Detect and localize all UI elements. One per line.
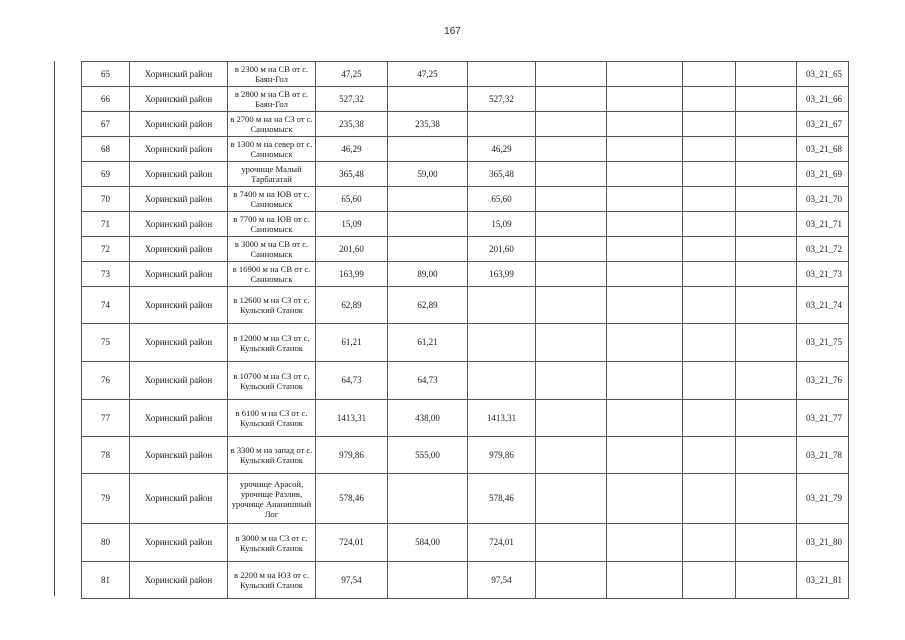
area-cell-7: [736, 62, 797, 87]
area-cell-3: [468, 362, 536, 400]
area-cell-3: 979,86: [468, 437, 536, 474]
total-area-cell: 15,09: [316, 212, 388, 237]
total-area-cell: 235,38: [316, 112, 388, 137]
area-cell-3: 65,60: [468, 187, 536, 212]
site-code-cell: 03_21_68: [797, 137, 849, 162]
area-cell-7: [736, 562, 797, 599]
district-cell: Хоринский район: [130, 137, 228, 162]
area-cell-7: [736, 524, 797, 562]
area-cell-4: [536, 237, 607, 262]
area-cell-2: 438,00: [388, 400, 468, 437]
area-cell-6: [683, 437, 736, 474]
area-cell-3: 46,29: [468, 137, 536, 162]
area-cell-6: [683, 474, 736, 524]
site-code-cell: 03_21_70: [797, 187, 849, 212]
area-cell-5: [607, 287, 683, 324]
row-number: 78: [82, 437, 130, 474]
row-number: 66: [82, 87, 130, 112]
district-cell: Хоринский район: [130, 400, 228, 437]
area-cell-7: [736, 437, 797, 474]
district-cell: Хоринский район: [130, 162, 228, 187]
area-cell-4: [536, 562, 607, 599]
location-cell: в 3000 м на СВ от с. Санномыск: [228, 237, 316, 262]
table-row: [82, 287, 849, 324]
area-cell-2: [388, 562, 468, 599]
table-row: [82, 187, 849, 212]
area-cell-7: [736, 212, 797, 237]
district-cell: Хоринский район: [130, 212, 228, 237]
area-cell-7: [736, 87, 797, 112]
district-cell: Хоринский район: [130, 474, 228, 524]
area-cell-4: [536, 324, 607, 362]
site-code-cell: 03_21_69: [797, 162, 849, 187]
left-margin-rule: [54, 61, 55, 596]
area-cell-4: [536, 62, 607, 87]
location-cell: в 2800 м на СВ от с. Баян-Гол: [228, 87, 316, 112]
area-cell-2: 64,73: [388, 362, 468, 400]
area-cell-5: [607, 362, 683, 400]
area-cell-5: [607, 187, 683, 212]
area-cell-6: [683, 87, 736, 112]
district-cell: Хоринский район: [130, 437, 228, 474]
district-cell: Хоринский район: [130, 187, 228, 212]
table-row: [82, 524, 849, 562]
row-number: 74: [82, 287, 130, 324]
site-code-cell: 03_21_72: [797, 237, 849, 262]
total-area-cell: 62,89: [316, 287, 388, 324]
district-cell: Хоринский район: [130, 562, 228, 599]
area-cell-2: 47,25: [388, 62, 468, 87]
location-cell: в 2300 м на СВ от с. Баян-Гол: [228, 62, 316, 87]
area-cell-6: [683, 187, 736, 212]
area-cell-7: [736, 137, 797, 162]
location-cell: в 10700 м на СЗ от с. Кульский Станок: [228, 362, 316, 400]
row-number: 73: [82, 262, 130, 287]
area-cell-5: [607, 62, 683, 87]
area-cell-7: [736, 362, 797, 400]
area-cell-6: [683, 162, 736, 187]
registry-table: [81, 61, 849, 599]
area-cell-2: 235,38: [388, 112, 468, 137]
area-cell-3: [468, 112, 536, 137]
table-row: [82, 437, 849, 474]
row-number: 79: [82, 474, 130, 524]
area-cell-3: [468, 62, 536, 87]
location-cell: в 7400 м на ЮВ от с. Санномыск: [228, 187, 316, 212]
table-row: [82, 362, 849, 400]
district-cell: Хоринский район: [130, 237, 228, 262]
table-row: [82, 474, 849, 524]
page-number: 167: [444, 26, 461, 37]
row-number: 69: [82, 162, 130, 187]
total-area-cell: 61,21: [316, 324, 388, 362]
area-cell-6: [683, 212, 736, 237]
area-cell-2: 61,21: [388, 324, 468, 362]
area-cell-7: [736, 287, 797, 324]
area-cell-6: [683, 400, 736, 437]
area-cell-2: 59,00: [388, 162, 468, 187]
area-cell-3: 1413,31: [468, 400, 536, 437]
location-cell: в 6100 м на СЗ от с. Кульский Станок: [228, 400, 316, 437]
table-row: [82, 237, 849, 262]
area-cell-6: [683, 62, 736, 87]
table-row: [82, 137, 849, 162]
table-row: [82, 562, 849, 599]
district-cell: Хоринский район: [130, 262, 228, 287]
total-area-cell: 97,54: [316, 562, 388, 599]
area-cell-4: [536, 87, 607, 112]
area-cell-7: [736, 262, 797, 287]
area-cell-5: [607, 400, 683, 437]
area-cell-3: 724,01: [468, 524, 536, 562]
area-cell-7: [736, 112, 797, 137]
area-cell-7: [736, 400, 797, 437]
row-number: 67: [82, 112, 130, 137]
site-code-cell: 03_21_76: [797, 362, 849, 400]
area-cell-2: [388, 137, 468, 162]
location-cell: в 2200 м на ЮЗ от с. Кульский Станок: [228, 562, 316, 599]
site-code-cell: 03_21_80: [797, 524, 849, 562]
area-cell-4: [536, 112, 607, 137]
table-row: [82, 262, 849, 287]
area-cell-4: [536, 524, 607, 562]
area-cell-4: [536, 474, 607, 524]
table-row: [82, 162, 849, 187]
site-code-cell: 03_21_78: [797, 437, 849, 474]
table-row: [82, 212, 849, 237]
site-code-cell: 03_21_74: [797, 287, 849, 324]
area-cell-7: [736, 187, 797, 212]
area-cell-2: [388, 237, 468, 262]
location-cell: в 1300 м на север от с. Санномыск: [228, 137, 316, 162]
area-cell-5: [607, 324, 683, 362]
area-cell-4: [536, 187, 607, 212]
area-cell-7: [736, 237, 797, 262]
district-cell: Хоринский район: [130, 287, 228, 324]
total-area-cell: 527,32: [316, 87, 388, 112]
area-cell-6: [683, 262, 736, 287]
area-cell-6: [683, 112, 736, 137]
row-number: 68: [82, 137, 130, 162]
site-code-cell: 03_21_81: [797, 562, 849, 599]
area-cell-4: [536, 400, 607, 437]
site-code-cell: 03_21_77: [797, 400, 849, 437]
table-row: [82, 324, 849, 362]
registry-table-body: [82, 62, 849, 599]
site-code-cell: 03_21_67: [797, 112, 849, 137]
area-cell-6: [683, 324, 736, 362]
total-area-cell: 65,60: [316, 187, 388, 212]
area-cell-3: [468, 287, 536, 324]
site-code-cell: 03_21_75: [797, 324, 849, 362]
row-number: 65: [82, 62, 130, 87]
site-code-cell: 03_21_71: [797, 212, 849, 237]
area-cell-3: 527,32: [468, 87, 536, 112]
area-cell-4: [536, 362, 607, 400]
area-cell-4: [536, 137, 607, 162]
area-cell-6: [683, 237, 736, 262]
area-cell-7: [736, 474, 797, 524]
location-cell: в 2700 м на на СЗ от с. Санномыск: [228, 112, 316, 137]
area-cell-5: [607, 162, 683, 187]
row-number: 77: [82, 400, 130, 437]
total-area-cell: 724,01: [316, 524, 388, 562]
location-cell: в 12600 м на СЗ от с. Кульский Станок: [228, 287, 316, 324]
area-cell-6: [683, 562, 736, 599]
district-cell: Хоринский район: [130, 112, 228, 137]
area-cell-3: [468, 324, 536, 362]
table-row: [82, 400, 849, 437]
area-cell-7: [736, 162, 797, 187]
row-number: 72: [82, 237, 130, 262]
area-cell-3: 201,60: [468, 237, 536, 262]
area-cell-5: [607, 437, 683, 474]
total-area-cell: 201,60: [316, 237, 388, 262]
area-cell-5: [607, 137, 683, 162]
area-cell-4: [536, 162, 607, 187]
district-cell: Хоринский район: [130, 362, 228, 400]
location-cell: урочище Малый Тарбагатай: [228, 162, 316, 187]
area-cell-2: [388, 87, 468, 112]
area-cell-3: 365,48: [468, 162, 536, 187]
area-cell-6: [683, 137, 736, 162]
location-cell: в 3300 м на запад от с. Кульский Станок: [228, 437, 316, 474]
location-cell: в 16900 м на СВ от с. Санномыск: [228, 262, 316, 287]
district-cell: Хоринский район: [130, 524, 228, 562]
area-cell-3: 15,09: [468, 212, 536, 237]
area-cell-5: [607, 237, 683, 262]
area-cell-3: 163,99: [468, 262, 536, 287]
district-cell: Хоринский район: [130, 87, 228, 112]
row-number: 70: [82, 187, 130, 212]
area-cell-5: [607, 474, 683, 524]
site-code-cell: 03_21_65: [797, 62, 849, 87]
area-cell-2: 62,89: [388, 287, 468, 324]
total-area-cell: 1413,31: [316, 400, 388, 437]
area-cell-5: [607, 262, 683, 287]
area-cell-5: [607, 87, 683, 112]
area-cell-2: [388, 187, 468, 212]
area-cell-6: [683, 362, 736, 400]
location-cell: в 12000 м на СЗ от с. Кульский Станок: [228, 324, 316, 362]
area-cell-3: 97,54: [468, 562, 536, 599]
area-cell-7: [736, 324, 797, 362]
total-area-cell: 365,48: [316, 162, 388, 187]
area-cell-4: [536, 287, 607, 324]
table-row: [82, 112, 849, 137]
area-cell-2: 584,00: [388, 524, 468, 562]
location-cell: в 3000 м на СЗ от с. Кульский Станок: [228, 524, 316, 562]
area-cell-6: [683, 287, 736, 324]
area-cell-4: [536, 262, 607, 287]
row-number: 76: [82, 362, 130, 400]
total-area-cell: 47,25: [316, 62, 388, 87]
site-code-cell: 03_21_79: [797, 474, 849, 524]
location-cell: в 7700 м на ЮВ от с. Санномыск: [228, 212, 316, 237]
total-area-cell: 979,86: [316, 437, 388, 474]
table-row: [82, 62, 849, 87]
area-cell-2: [388, 474, 468, 524]
total-area-cell: 578,46: [316, 474, 388, 524]
site-code-cell: 03_21_66: [797, 87, 849, 112]
table-row: [82, 87, 849, 112]
area-cell-5: [607, 524, 683, 562]
total-area-cell: 46,29: [316, 137, 388, 162]
area-cell-4: [536, 437, 607, 474]
area-cell-4: [536, 212, 607, 237]
location-cell: урочище Арасой, урочище Разлив, урочище Ананишный Лог: [228, 474, 316, 524]
district-cell: Хоринский район: [130, 324, 228, 362]
area-cell-5: [607, 562, 683, 599]
row-number: 75: [82, 324, 130, 362]
area-cell-3: 578,46: [468, 474, 536, 524]
area-cell-2: 555,00: [388, 437, 468, 474]
row-number: 71: [82, 212, 130, 237]
total-area-cell: 64,73: [316, 362, 388, 400]
area-cell-2: [388, 212, 468, 237]
row-number: 81: [82, 562, 130, 599]
site-code-cell: 03_21_73: [797, 262, 849, 287]
district-cell: Хоринский район: [130, 62, 228, 87]
area-cell-5: [607, 212, 683, 237]
total-area-cell: 163,99: [316, 262, 388, 287]
area-cell-6: [683, 524, 736, 562]
row-number: 80: [82, 524, 130, 562]
area-cell-2: 89,00: [388, 262, 468, 287]
area-cell-5: [607, 112, 683, 137]
